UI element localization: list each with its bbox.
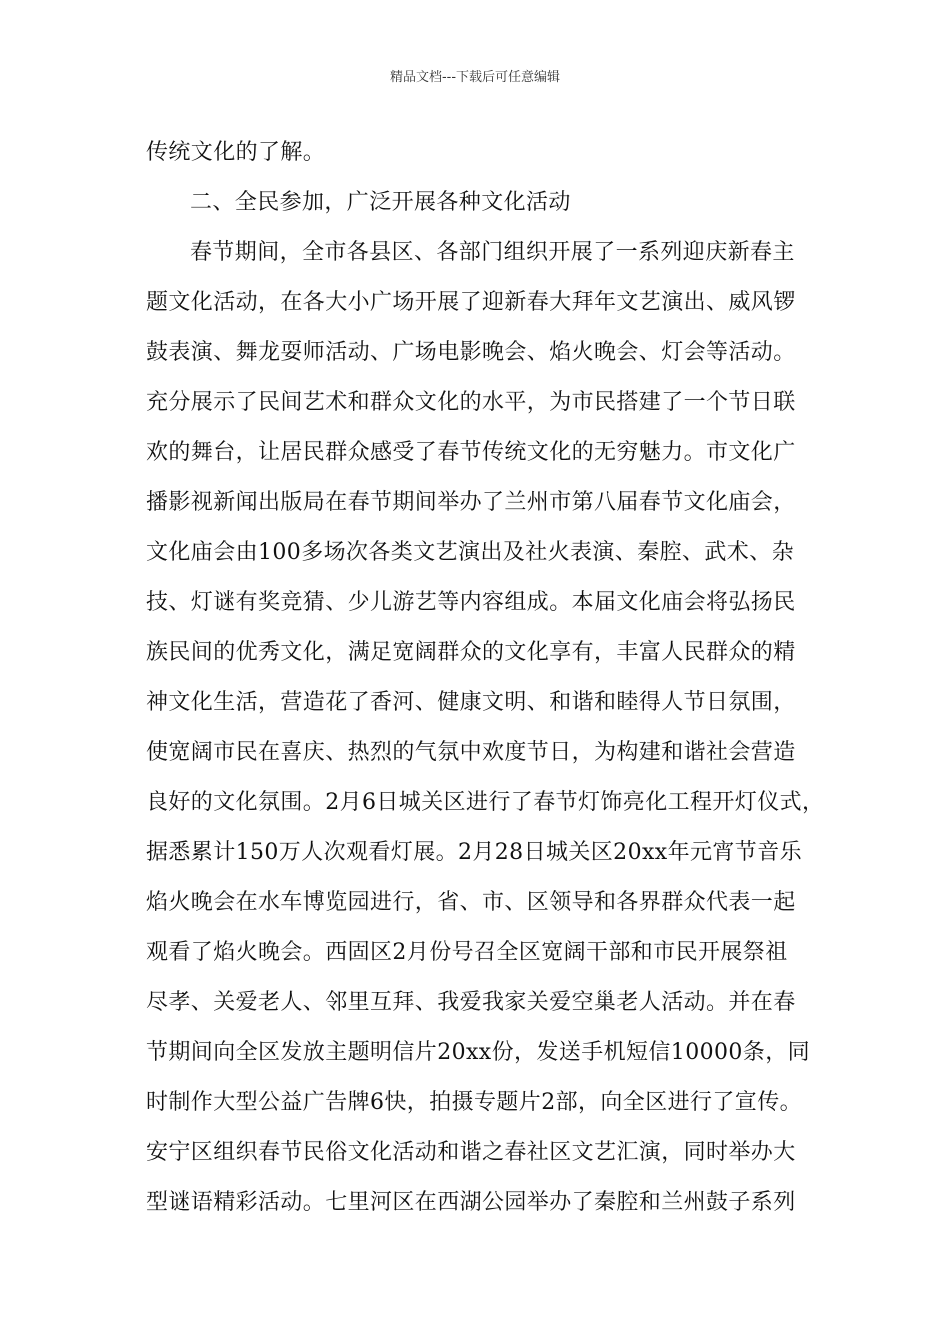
text-line: 神文化生活，营造花了香河、健康文明、和谐和睦得人节日氛围，: [146, 690, 796, 715]
text-line: 春节期间，全市各县区、各部门组织开展了一系列迎庆新春主: [190, 240, 795, 265]
text-line: 传统文化的了解。: [146, 140, 326, 165]
text-line: 良好的文化氛围。2月6日城关区进行了春节灯饰亮化工程开灯仪式，: [146, 790, 825, 815]
text-line: 充分展示了民间艺术和群众文化的水平，为市民搭建了一个节日联: [146, 390, 796, 415]
text-line: 使宽阔市民在喜庆、热烈的气氛中欢度节日，为构建和谐社会营造: [146, 740, 796, 765]
text-line: 焰火晚会在水车博览园进行，省、市、区领导和各界群众代表一起: [146, 890, 796, 915]
text-line: 鼓表演、舞龙耍师活动、广场电影晚会、焰火晚会、灯会等活动。: [146, 340, 796, 365]
text-line: 文化庙会由100多场次各类文艺演出及社火表演、秦腔、武术、杂: [146, 540, 794, 565]
page-header: 精品文档---下载后可任意编辑: [389, 70, 561, 85]
section-heading: 二、全民参加，广泛开展各种文化活动: [190, 190, 571, 215]
text-line: 观看了焰火晚会。西固区2月份号召全区宽阔干部和市民开展祭祖: [146, 940, 788, 965]
text-line: 安宁区组织春节民俗文化活动和谐之春社区文艺汇演，同时举办大: [146, 1140, 796, 1165]
text-line: 型谜语精彩活动。七里河区在西湖公园举办了秦腔和兰州鼓子系列: [146, 1190, 796, 1215]
text-line: 尽孝、关爱老人、邻里互拜、我爱我家关爱空巢老人活动。并在春: [146, 990, 796, 1015]
document-body: [146, 128, 826, 1228]
text-line: 时制作大型公益广告牌6快，拍摄专题片2部，向全区进行了宣传。: [146, 1090, 802, 1115]
text-line: 节期间向全区发放主题明信片20xx份，发送手机短信10000条，同: [146, 1040, 810, 1065]
text-line: 据悉累计150万人次观看灯展。2月28日城关区20xx年元宵节音乐: [146, 840, 802, 865]
text-line: 题文化活动，在各大小广场开展了迎新春大拜年文艺演出、威风锣: [146, 290, 796, 315]
text-line: 族民间的优秀文化，满足宽阔群众的文化享有，丰富人民群众的精: [146, 640, 796, 665]
text-line: 播影视新闻出版局在春节期间举办了兰州市第八届春节文化庙会，: [146, 490, 796, 515]
text-line: 技、灯谜有奖竞猜、少儿游艺等内容组成。本届文化庙会将弘扬民: [146, 590, 796, 615]
text-line: 欢的舞台，让居民群众感受了春节传统文化的无穷魅力。市文化广: [146, 440, 796, 465]
